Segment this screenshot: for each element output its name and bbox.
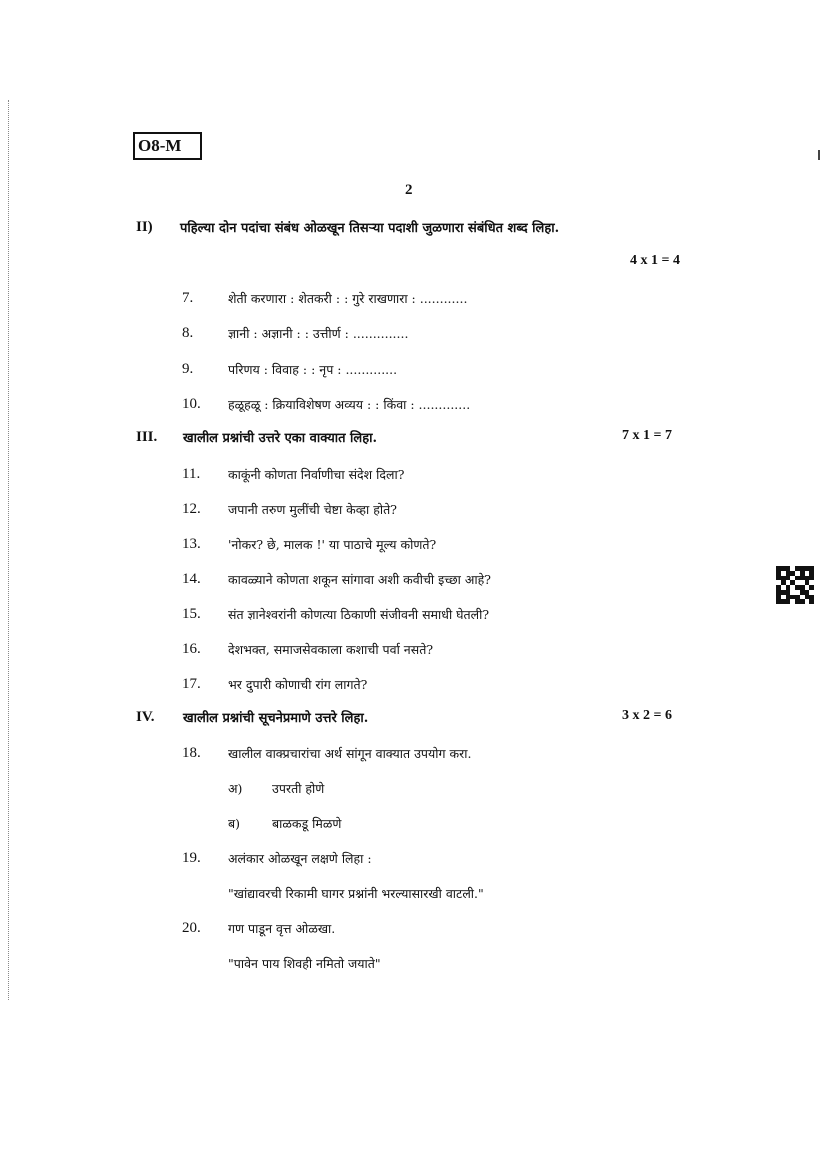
question-text: भर दुपारी कोणाची रांग लागते? [228, 677, 368, 692]
sub-question-text: उपरती होणे [272, 781, 325, 796]
question-number: 12. [182, 501, 201, 517]
question-number: 11. [182, 466, 201, 482]
sub-question-text: बाळकडू मिळणे [272, 816, 342, 831]
question-detail: "पावेन पाय शिवही नमितो जयाते" [228, 956, 381, 971]
question-text: हळूहळू : क्रियाविशेषण अव्यय : : किंवा : ............. [228, 397, 471, 412]
question-number: 18. [182, 745, 201, 761]
question-number: 16. [182, 641, 201, 657]
question-number: 10. [182, 396, 201, 412]
question-number: 14. [182, 571, 201, 587]
question-text: 'नोकर? छे, मालक !' या पाठाचे मूल्य कोणते? [228, 537, 437, 552]
section-number: III. [136, 429, 158, 445]
scan-dotted-edge [8, 100, 11, 1000]
section-marks: 3 x 2 = 6 [622, 708, 672, 723]
question-number: 7. [182, 290, 194, 306]
section-number: IV. [136, 709, 155, 725]
question-number: 17. [182, 676, 201, 692]
question-number: 19. [182, 850, 201, 866]
section-number: II) [136, 219, 153, 235]
question-number: 20. [182, 920, 201, 936]
qr-code-icon [776, 566, 814, 604]
section-marks: 4 x 1 = 4 [630, 253, 680, 268]
question-text: देशभक्त, समाजसेवकाला कशाची पर्वा नसते? [228, 642, 434, 657]
question-text: काकूंनी कोणता निर्वाणीचा संदेश दिला? [228, 467, 405, 482]
question-text: गण पाडून वृत्त ओळखा. [228, 921, 336, 936]
question-text: संत ज्ञानेश्वरांनी कोणत्या ठिकाणी संजीवनी समाधी घेतली? [228, 607, 490, 622]
paper-code-box: O8-M [133, 132, 202, 160]
sub-question-label: अ) [228, 781, 243, 796]
section-instruction: खालील प्रश्नांची उत्तरे एका वाक्यात लिहा. [183, 431, 378, 446]
question-number: 8. [182, 325, 194, 341]
scan-mark [818, 150, 820, 160]
question-number: 15. [182, 606, 201, 622]
question-number: 13. [182, 536, 201, 552]
question-text: जपानी तरुण मुलींची चेष्टा केव्हा होते? [228, 502, 397, 517]
page-number: 2 [405, 182, 413, 198]
question-text: खालील वाक्प्रचारांचा अर्थ सांगून वाक्यात उपयोग करा. [228, 746, 472, 761]
section-marks: 7 x 1 = 7 [622, 428, 672, 443]
question-text: अलंकार ओळखून लक्षणे लिहा : [228, 851, 372, 866]
question-number: 9. [182, 361, 194, 377]
section-instruction: खालील प्रश्नांची सूचनेप्रमाणे उत्तरे लिहा. [183, 711, 369, 726]
question-text: कावळ्याने कोणता शकून सांगावा अशी कवीची इच्छा आहे? [228, 572, 491, 587]
question-text: शेती करणारा : शेतकरी : : गुरे राखणारा : ............ [228, 291, 468, 306]
question-text: परिणय : विवाह : : नृप : ............. [228, 362, 398, 377]
section-instruction: पहिल्या दोन पदांचा संबंध ओळखून तिसऱ्या पदाशी जुळणारा संबंधित शब्द लिहा. [180, 221, 560, 236]
sub-question-label: ब) [228, 816, 241, 831]
question-detail: "खांद्यावरची रिकामी घागर प्रश्नांनी भरल्यासारखी वाटली." [228, 886, 484, 901]
question-text: ज्ञानी : अज्ञानी : : उत्तीर्ण : .............. [228, 326, 409, 341]
